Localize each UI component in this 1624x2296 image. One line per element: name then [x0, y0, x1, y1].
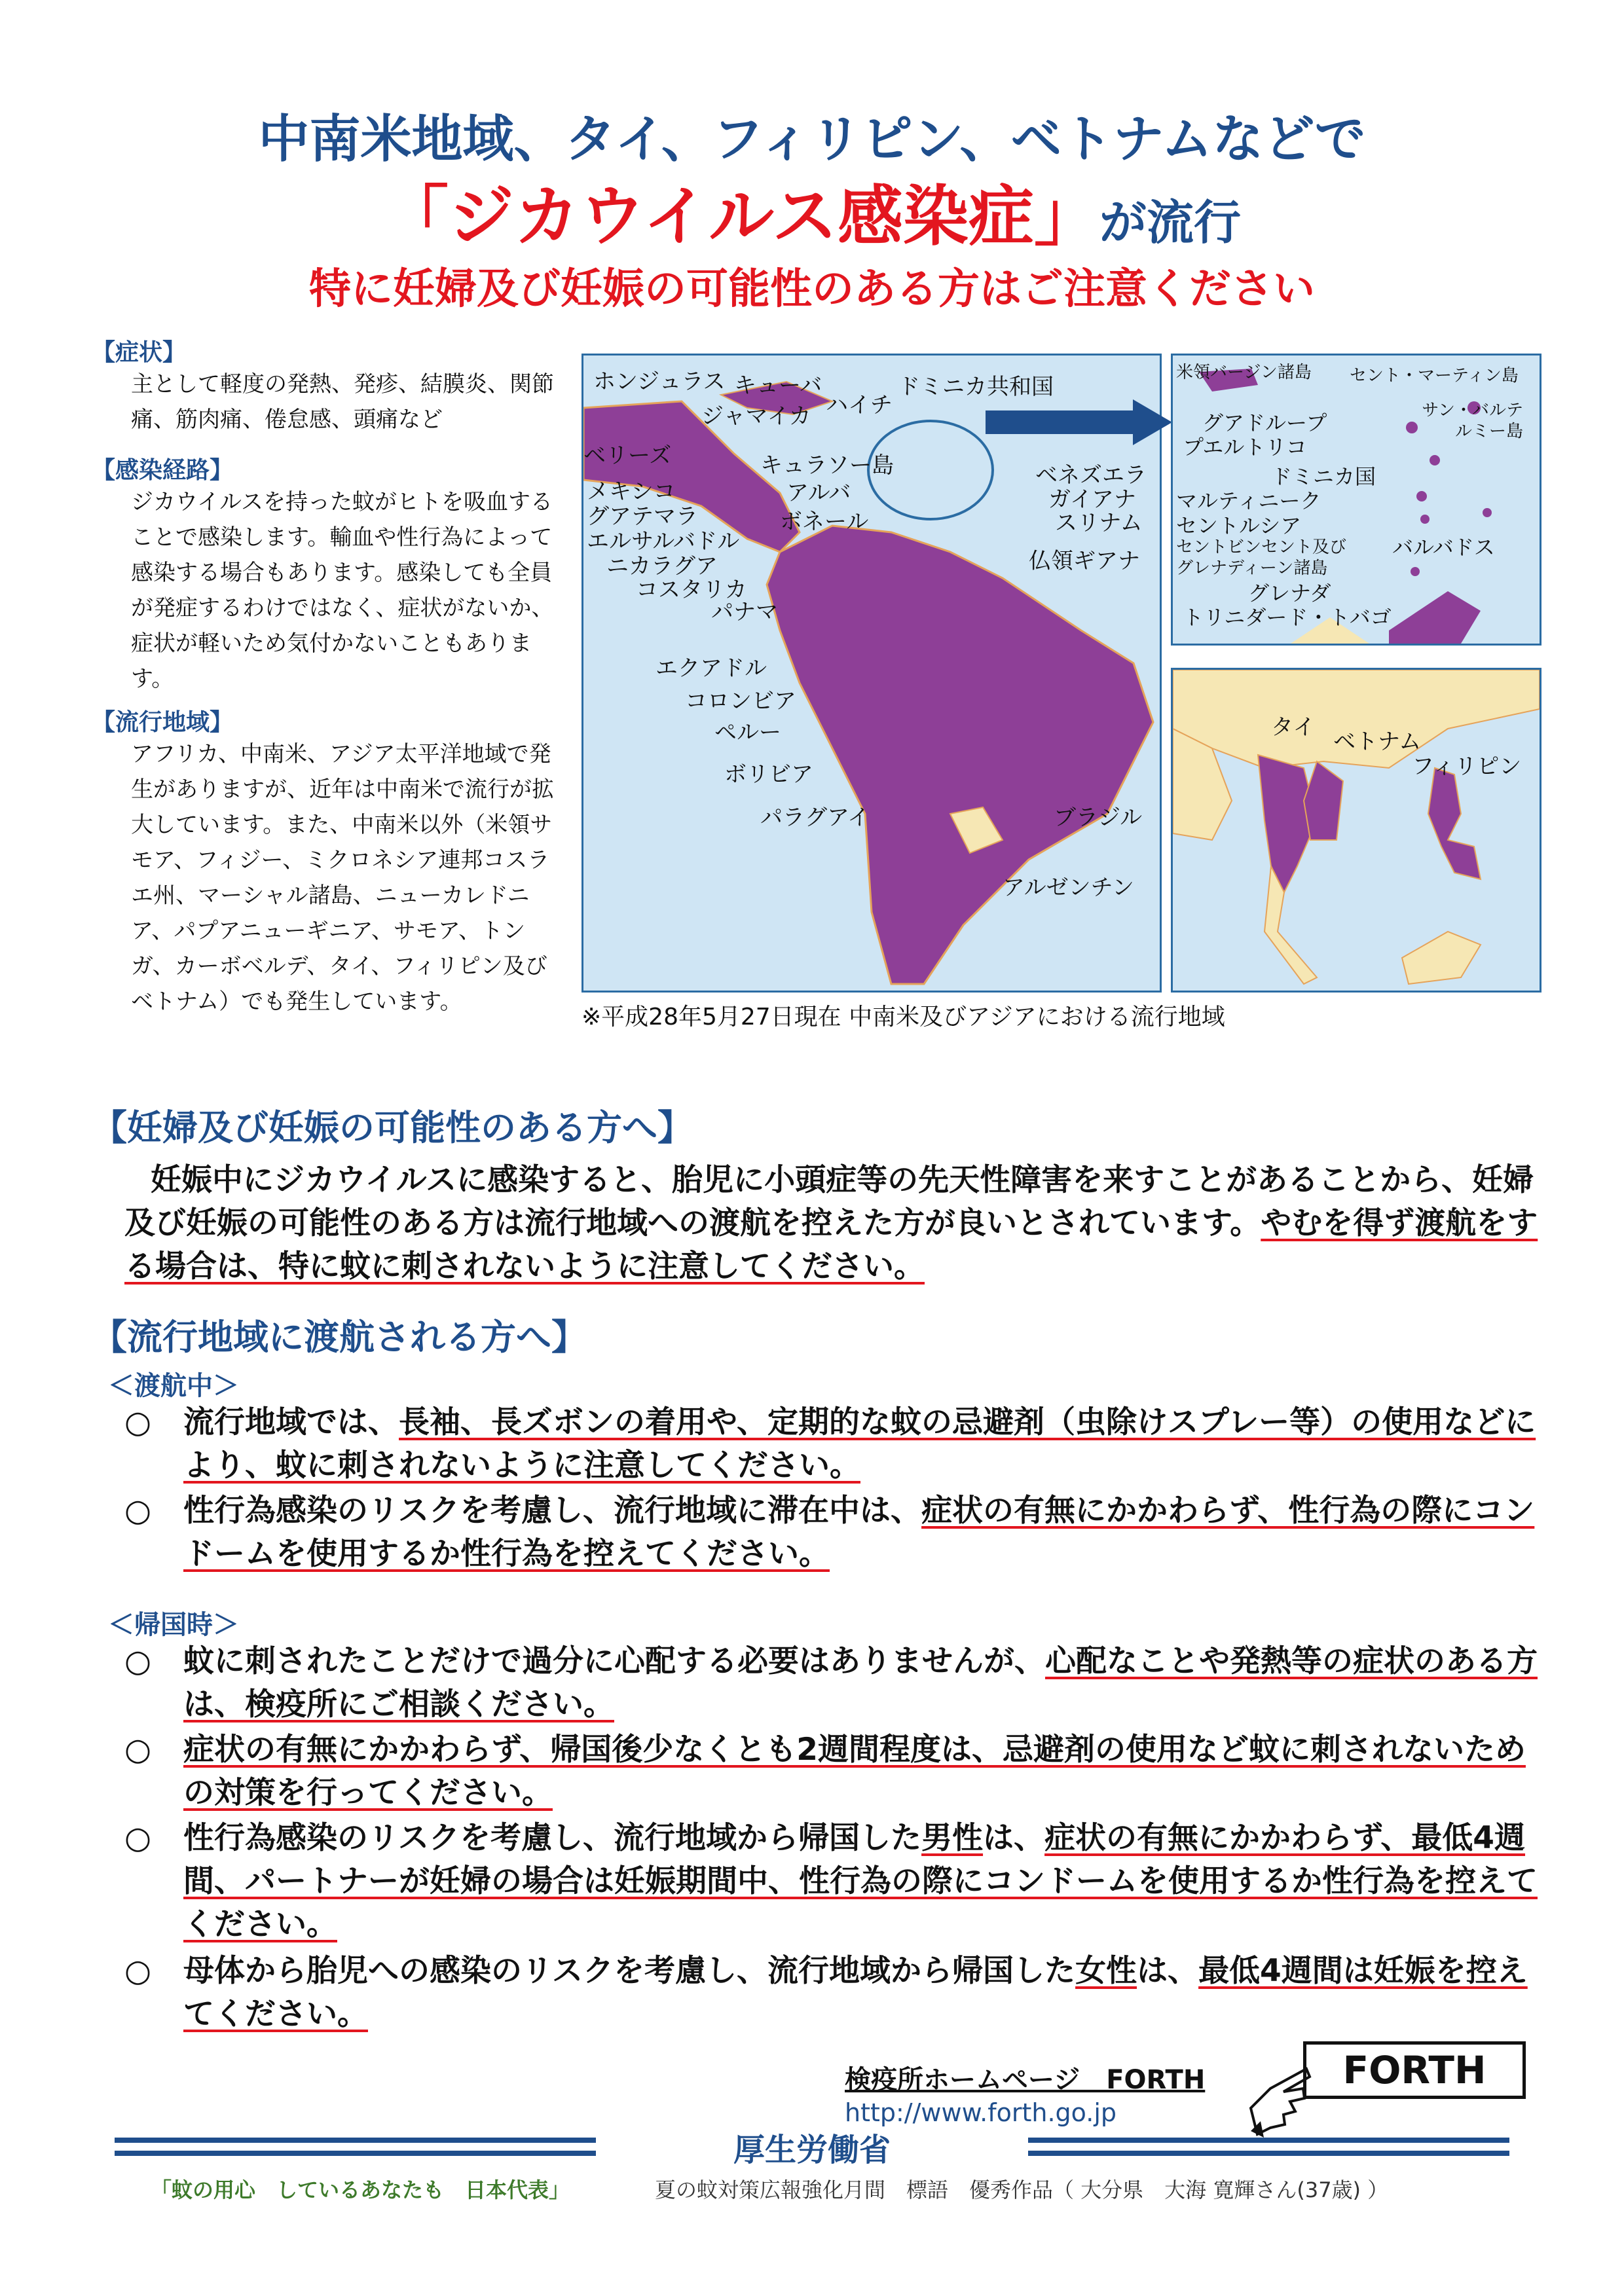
inset-label: プエルトリコ [1183, 435, 1307, 460]
return-item-emphasis: 女性 [1075, 1953, 1137, 1989]
travelers-heading: 【流行地域に渡航される方へ】 [92, 1317, 587, 1358]
return-item [124, 1640, 1539, 1728]
map-label: アルゼンチン [1003, 875, 1134, 901]
map-label: ペルー [714, 720, 781, 746]
return-item-text: 蚊に刺されたことだけで過分に心配する必要はありませんが、 [183, 1643, 1045, 1679]
during-item [124, 1489, 1539, 1578]
title-disease: 「ジカウイルス感染症」 [382, 178, 1099, 255]
return-item [124, 1950, 1539, 2038]
bullet-circle-icon: ○ [124, 1732, 152, 1768]
bullet-circle-icon: ○ [124, 1643, 152, 1679]
map-label: コロンビア [685, 688, 796, 714]
inset-label: 米領バージン諸島 [1176, 363, 1312, 382]
slogan-note: 夏の蚊対策広報強化月間 標語 優秀作品（ 大分県 大海 寛輝さん(37歳) ） [655, 2178, 1389, 2202]
map-label: ベリーズ [583, 443, 672, 469]
asia-label: フィリピン [1412, 754, 1522, 780]
during-item-emphasis: 長袖、長ズボンの着用や、定期的な蚊の忌避剤（虫除けスプレー等）の使用などにより、蚊に刺されないように注意してください。 [183, 1404, 1536, 1484]
title-line1: 中南米地域、タイ、フィリピン、ベトナムなどで [258, 110, 1366, 169]
asia-label: ベトナム [1333, 729, 1422, 755]
inset-label: サン・バルテルミー島 [1422, 401, 1523, 441]
during-item-text: 流行地域では、 [183, 1404, 399, 1440]
map-label: ブラジル [1054, 805, 1143, 831]
return-item-text: 母体から胎児への感染のリスクを考慮し、流行地域から帰国した [183, 1953, 1076, 1989]
inset-label: ドミニカ国 [1271, 464, 1376, 489]
return-item-emphasis: 男性 [921, 1820, 984, 1856]
map-label: ジャマイカ [701, 403, 811, 429]
title-suffix: が流行 [1099, 195, 1241, 250]
map-label: パラグアイ [760, 805, 870, 831]
latin-america-map [581, 354, 1162, 993]
route-heading: 【感染経路】 [92, 457, 234, 484]
arrow-icon [982, 396, 1179, 448]
asia-inset-map [1171, 668, 1541, 993]
map-label: ホンジュラス [593, 369, 726, 395]
map-label: ドミニカ共和国 [898, 374, 1054, 400]
title-line2 [0, 164, 1624, 258]
return-item-emphasis: 最低4週間は妊娠を控えてください。 [183, 1953, 1528, 2032]
map-label: グアテマラ [587, 503, 698, 530]
pregnant-paragraph [124, 1159, 1539, 1288]
during-travel-heading: ＜渡航中＞ [108, 1371, 239, 1401]
pregnant-text-emphasis: やむを得ず渡航をする場合は、特に蚊に刺されないように注意してください。 [124, 1205, 1538, 1285]
forth-button[interactable]: FORTH [1303, 2041, 1526, 2099]
inset-label: グアドループ [1202, 410, 1327, 435]
map-label: キュラソー島 [760, 452, 894, 479]
inset-label: マルティニーク [1176, 488, 1321, 513]
map-label: 仏領ギアナ [1029, 548, 1140, 574]
bullet-circle-icon: ○ [124, 1404, 152, 1440]
ministry-name: 厚生労働省 [733, 2132, 891, 2168]
pregnant-text: 妊娠中にジカウイルスに感染すると、胎児に小頭症等の先天性障害を来すことがあることから、妊婦及び妊娠の可能性のある方は流行地域への渡航を控えた方が良いとされています。 [124, 1162, 1534, 1241]
forth-label: 検疫所ホームページ FORTH [845, 2065, 1206, 2095]
inset-label: セントルシア [1176, 513, 1302, 538]
bullet-circle-icon: ○ [124, 1820, 152, 1856]
map-label: アルバ [786, 480, 851, 506]
return-item [124, 1817, 1539, 1948]
route-body: ジカウイルスを持った蚊がヒトを吸血することで感染します。輸血や性行為によって感染する場合もあります。感染しても全員が発症するわけではなく、症状がないか、症状が軽いため気付かないこともあります。 [131, 489, 554, 692]
map-label: ハイチ [826, 392, 893, 418]
pregnant-heading: 【妊婦及び妊娠の可能性のある方へ】 [92, 1107, 693, 1148]
inset-label: グレナダ [1248, 581, 1331, 606]
inset-label: バルバドス [1392, 535, 1495, 560]
return-heading: ＜帰国時＞ [108, 1610, 239, 1640]
return-item-text: 性行為感染のリスクを考慮し、流行地域から帰国した [183, 1820, 922, 1856]
return-item-emphasis: 症状の有無にかかわらず、最低4週間、パートナーが妊婦の場合は妊娠期間中、性行為の際にコンドームを使用するか性行為を控えてください。 [183, 1820, 1538, 1942]
bullet-circle-icon: ○ [124, 1493, 152, 1529]
return-item-emphasis: 症状の有無にかかわらず、帰国後少なくとも2週間程度は、忌避剤の使用など蚊に刺されないための対策を行ってください。 [183, 1732, 1526, 1811]
map-caption: ※平成28年5月27日現在 中南米及びアジアにおける流行地域 [581, 1004, 1225, 1030]
map-label: エルサルバドル [587, 528, 740, 555]
during-item [124, 1401, 1539, 1489]
map-label: メキシコ [587, 479, 676, 505]
map-label: ボリビア [724, 761, 813, 788]
map-label: パナマ [711, 599, 778, 625]
area-heading: 【流行地域】 [92, 709, 234, 736]
map-label: コスタリカ [636, 577, 747, 603]
return-item-emphasis: 心配なことや発熱等の症状のある方は、検疫所にご相談ください。 [183, 1643, 1538, 1722]
symptoms-heading: 【症状】 [92, 339, 187, 366]
during-item-text: 性行為感染のリスクを考慮し、流行地域に滞在中は、 [183, 1493, 922, 1529]
return-item-text: は、 [983, 1820, 1045, 1856]
asia-inset-graphic [1173, 670, 1540, 991]
inset-label: セントビンセント及び [1176, 538, 1347, 557]
return-item-text: は、 [1137, 1953, 1199, 1989]
map-label: スリナム [1055, 510, 1143, 536]
forth-url-link[interactable]: http://www.forth.go.jp [845, 2098, 1117, 2127]
caribbean-inset-map [1171, 354, 1541, 646]
return-item [124, 1728, 1539, 1817]
map-label: ボネール [780, 509, 869, 535]
title-line3: 特に妊婦及び妊娠の可能性のある方はご注意ください [309, 265, 1315, 314]
map-label: エクアドル [655, 655, 767, 682]
map-label: キューバ [734, 373, 822, 399]
bullet-circle-icon: ○ [124, 1953, 152, 1989]
area-body: アフリカ、中南米、アジア太平洋地域で発生がありますが、近年は中南米で流行が拡大しています。また、中南米以外（米領サモア、フィジー、ミクロネシア連邦コスラエ州、マーシャル諸島、ニューカレドニア、パプアニューギニア、サモア、トンガ、カーボベルデ、タイ、フィリピン及びベトナム）でも発生しています。 [131, 741, 554, 1015]
map-label: ニカラグア [606, 553, 718, 579]
during-item-emphasis: 症状の有無にかかわらず、性行為の際にコンドームを使用するか性行為を控えてください。 [183, 1493, 1535, 1572]
asia-label: タイ [1271, 714, 1316, 740]
slogan: 「蚊の用心 しているあなたも 日本代表」 [151, 2178, 570, 2202]
symptoms-body: 主として軽度の発熱、発疹、結膜炎、関節痛、筋肉痛、倦怠感、頭痛など [131, 371, 554, 433]
inset-label: グレナディーン諸島 [1176, 558, 1328, 578]
inset-label: トリニダード・トバゴ [1183, 605, 1392, 630]
inset-label: セント・マーティン島 [1350, 366, 1519, 386]
map-label: ベネズエラ [1035, 462, 1147, 488]
map-label: ガイアナ [1048, 486, 1136, 513]
